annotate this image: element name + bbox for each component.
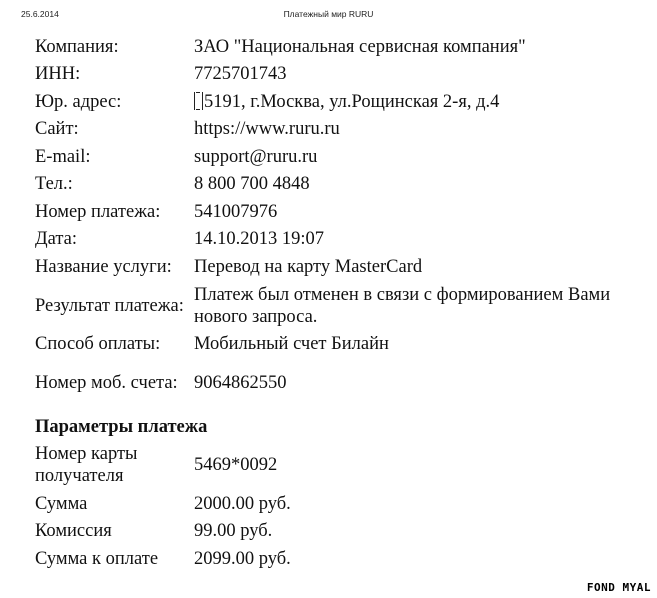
- row-address: [35, 88, 635, 116]
- service-label: Название услуги:: [35, 256, 172, 277]
- row-inn: [35, 61, 635, 89]
- result-label: Результат платежа:: [35, 295, 184, 316]
- result-value: Платеж был отменен в связи с формированием Вами нового запроса.: [194, 284, 611, 327]
- inn-value: 7725701743: [194, 64, 287, 85]
- date-label: Дата:: [35, 229, 78, 250]
- print-title: Платежный мир RURU: [283, 9, 374, 19]
- phone-value: 8 800 700 4848: [194, 174, 310, 195]
- method-value: Мобильный счет Билайн: [194, 334, 389, 355]
- total-label: Сумма к оплате: [35, 548, 159, 569]
- total-value: 2099.00 руб.: [194, 548, 291, 569]
- row-card: [35, 440, 635, 490]
- email-label: E-mail:: [35, 146, 91, 167]
- company-label: Компания:: [35, 36, 119, 57]
- row-phone: [35, 171, 635, 199]
- method-label: Способ оплаты:: [35, 334, 161, 355]
- phone-label: Тел.:: [35, 174, 73, 195]
- row-account: [35, 358, 635, 408]
- address-value: 5191, г.Москва, ул.Рощинская 2-я, д.4: [204, 91, 500, 112]
- fee-value: 99.00 руб.: [194, 521, 273, 542]
- text-cursor-icon: [194, 92, 203, 110]
- watermark: FOND MYAL: [586, 581, 651, 594]
- account-value: 9064862550: [194, 373, 287, 393]
- row-total: [35, 545, 635, 573]
- payment-details-table: [35, 33, 635, 573]
- inn-label: ИНН:: [35, 64, 81, 85]
- row-method: [35, 331, 635, 359]
- email-value: support@ruru.ru: [194, 146, 318, 167]
- row-payment-number: [35, 198, 635, 226]
- payment-number-label: Номер платежа:: [35, 201, 161, 222]
- sum-value: 2000.00 руб.: [194, 493, 291, 514]
- address-label: Юр. адрес:: [35, 91, 122, 112]
- row-result: [35, 281, 635, 331]
- row-email: [35, 143, 635, 171]
- row-sum: [35, 490, 635, 518]
- print-header: [0, 9, 657, 23]
- row-date: [35, 226, 635, 254]
- address-cell: [194, 88, 635, 116]
- card-label: Номер карты получателя: [35, 444, 138, 486]
- row-fee: [35, 518, 635, 546]
- print-date: 25.6.2014: [21, 9, 59, 19]
- date-value: 14.10.2013 19:07: [194, 229, 325, 250]
- card-value: 5469*0092: [194, 455, 278, 475]
- row-params-heading: [35, 408, 635, 440]
- fee-label: Комиссия: [35, 521, 112, 542]
- sum-label: Сумма: [35, 493, 88, 514]
- site-value: https://www.ruru.ru: [194, 119, 340, 140]
- payment-number-value: 541007976: [194, 201, 278, 222]
- company-value: ЗАО "Национальная сервисная компания": [194, 36, 526, 57]
- params-heading: Параметры платежа: [35, 417, 208, 437]
- site-label: Сайт:: [35, 119, 79, 140]
- row-site: [35, 116, 635, 144]
- row-company: [35, 33, 635, 61]
- account-label: Номер моб. счета:: [35, 373, 178, 393]
- row-service: [35, 253, 635, 281]
- service-value: Перевод на карту MasterCard: [194, 256, 423, 277]
